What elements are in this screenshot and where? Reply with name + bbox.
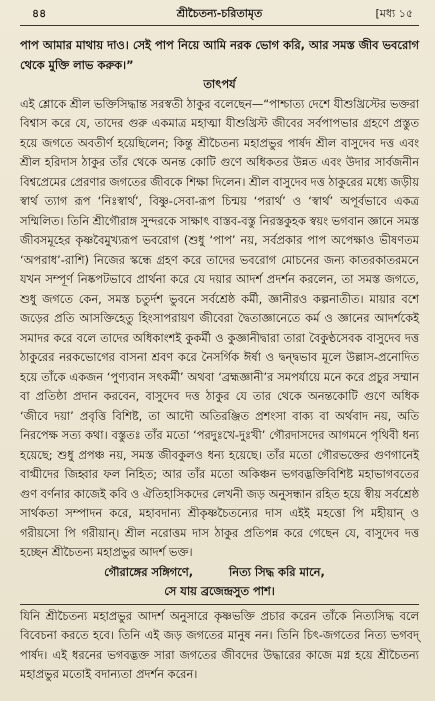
page-number: ৪৪ <box>32 7 47 20</box>
purport-paragraph: যিনি শ্রীচৈতন্য মহাপ্রভুর আদর্শ অনুসারে কৃষ্ণভক্তি প্রচার করেন তাঁকে নিত্যসিদ্ধ বলে বিবেচনা করতে হবে। তিনি এই জড় জগতের মানুষ নন। তিনি চিৎ-জগতের নিত্য ভগবদ্ পার্ষদ। এই ধরনের ভগবদ্ভক্ত সারা জগতের জীবদের উদ্ধারের কাজে মগ্ন হয়ে শ্রীচৈতন্য মহাপ্রভুর মতোই বদান্যতা প্রদর্শন করেন। <box>20 608 419 681</box>
verse-line: সে যায় ব্রজেন্দ্রসুত পাশ। <box>164 584 275 598</box>
verse-translation: পাপ আমার মাথায় দাও। সেই পাপ নিয়ে আমি নরক ভোগ করি, আর সমস্ত জীব ভবরোগ থেকে মুক্তি লাভ করুক।” <box>20 38 419 72</box>
page-header <box>20 0 419 22</box>
chapter-marker: [মধ্য ১৫ <box>375 7 413 20</box>
verse-line-right: নিত্য সিদ্ধ করি মানে, <box>229 564 325 579</box>
verse-line-left: গৌরাঙ্গের সঙ্গিগণে, <box>104 564 194 579</box>
running-title: শ্রীচৈতন্য-চরিতামৃত <box>176 7 263 20</box>
header-rule <box>20 25 419 26</box>
verse-rule <box>20 604 419 605</box>
purport-heading: তাৎপর্য <box>203 77 236 91</box>
verse-line <box>20 563 419 583</box>
quoted-verse <box>20 563 419 602</box>
purport-paragraph: এই শ্লোকে শ্রীল ভক্তিসিদ্ধান্ত সরস্বতী ঠাকুর বলেছেন—“পাশ্চাত্য দেশে যীশুখ্রিস্টের ভক্তরা বিশ্বাস করে যে, তাদের গুরু একমাত্র মহাত্মা যীশুখ্রিস্ট জীবের সর্বপাপভার গ্রহণে প্রস্তুত হয়ে জগতে অবতীর্ণ হয়েছিলেন; কিন্তু শ্রীচৈতন্য মহাপ্রভুর পার্ষদ শ্রীল বাসুদেব দত্ত এবং শ্রীল হরিদাস ঠাকুর তাঁর থেকে অনন্ত কোটি গুণে অধিকতর উন্নত এবং উদার সার্বজনীন বিশ্বপ্রেমের প্রেরণার জগতের জীবকে শিক্ষা দিলেন। শ্রীল বাসুদেব দত্ত ঠাকুরের মধ্যে জড়ীয় স্বার্থ ত্যাগ রূপ ‘নিঃস্বার্থ’, বিষ্ণু-সেবা-রূপ চিন্ময় ‘পরার্থ’ ও ‘স্বার্থ’ অপূর্বভাবে একত্র সম্মিলিত। তিনি শ্রীগৌরাঙ্গ সুন্দরকে সাক্ষাৎ বাস্তব-বস্তু নিরস্তকুহক স্বয়ং ভগবান জ্ঞানে সমস্ত জীবসমূহের কৃষ্ণবৈমুখ্যরূপ ভবরোগ (শুধু ‘পাপ’ নয়, সর্বপ্রকার পাপ অপেক্ষাও ভীষণতম ‘অপরাধ’-রাশি) নিজের স্কন্ধে গ্রহণ করে তাদের ভবরোগ মোচনের জন্য কাতরকাতরমনে যখন সম্পূর্ণ নিষ্কপটভাবে প্রার্থনা করে যে দয়ার আদর্শ প্রদর্শন করলেন, তা সমস্ত জগতে, শুধু জগতে কেন, সমস্ত চতুর্দশ ভুবনে সর্বশ্রেষ্ঠ কর্মী, জ্ঞানীরও কল্পনাতীত। মায়ার বশে জড়ের প্রতি আসক্তিহেতু হিংসাপরায়ণ জীবেরা দ্বৈতাজ্ঞানেতে কর্ম ও জ্ঞানের আদর্শকেই সমাদর করে বলে তাদের অধিকাংশই কুকর্মী ও কুজ্ঞানীদ্বারা তারা বৈকুণ্ঠসেবক বাসুদেব দত্ত ঠাকুরের নরকভোগের বাসনা শ্রবণ করে নৈসর্গিক ঈর্ষা ও দ্বন্দ্বভাব মূলে উল্লাস-প্রনোদিত হয়ে তাঁকে একজন ‘পুণ্যবান সৎকর্মী’ অথবা ‘ব্রহ্মজ্ঞানী’র সমপর্যায়ে মনে করে প্রচুর সম্মান বা প্রতিষ্ঠা প্রদান করবেন, বাসুদেব দত্ত ঠাকুর যে তার থেকে অনন্তকোটি গুণে অধিক ‘জীবে দয়া’ প্রবৃত্তি বিশিষ্ট, তা আদৌ অতিরঞ্জিত প্রশংসা বাক্য বা অর্থবাদ নয়, অতি নিরপেক্ষ সত্য কথা। বস্তুতঃ তাঁর মতো ‘পরদুঃখে-দুঃখী’ গৌরদাসদের আগমনে পৃথিবী ধন্য হয়েছে; শুধু প্রপঞ্চ নয়, সমস্ত জীবকুলও ধন্য হয়েছে। তাঁর মতো গৌরভক্তের গুণগানেই বাগ্মীদের জিহ্বার ফল নিহিত; আর তাঁর মতো অকিঞ্চন ভগবদ্ভক্তিবিশিষ্ট মহাভাগবতের গুণ বর্ণনার কাজেই কবি ও ঐতিহাসিকদের লেখনী জড় অনুসন্ধান রহিত হয়ে স্বীয় সর্বশ্রেষ্ঠ সার্থকতা সম্পাদন করে, মহাবদান্য শ্রীকৃষ্ণচৈতন্যের দাস এইই মহত্তো পি মহীয়ান্ ও গরীয়সো পি গরীয়ান্। শ্রীল নরোত্তম দাস ঠাকুর প্রতিপন্ন করে গেছেন যে, বাসুদেব দত্ত হচ্ছেন শ্রীচৈতন্য মহাপ্রভুর আদর্শ ভক্ত। <box>20 96 419 559</box>
